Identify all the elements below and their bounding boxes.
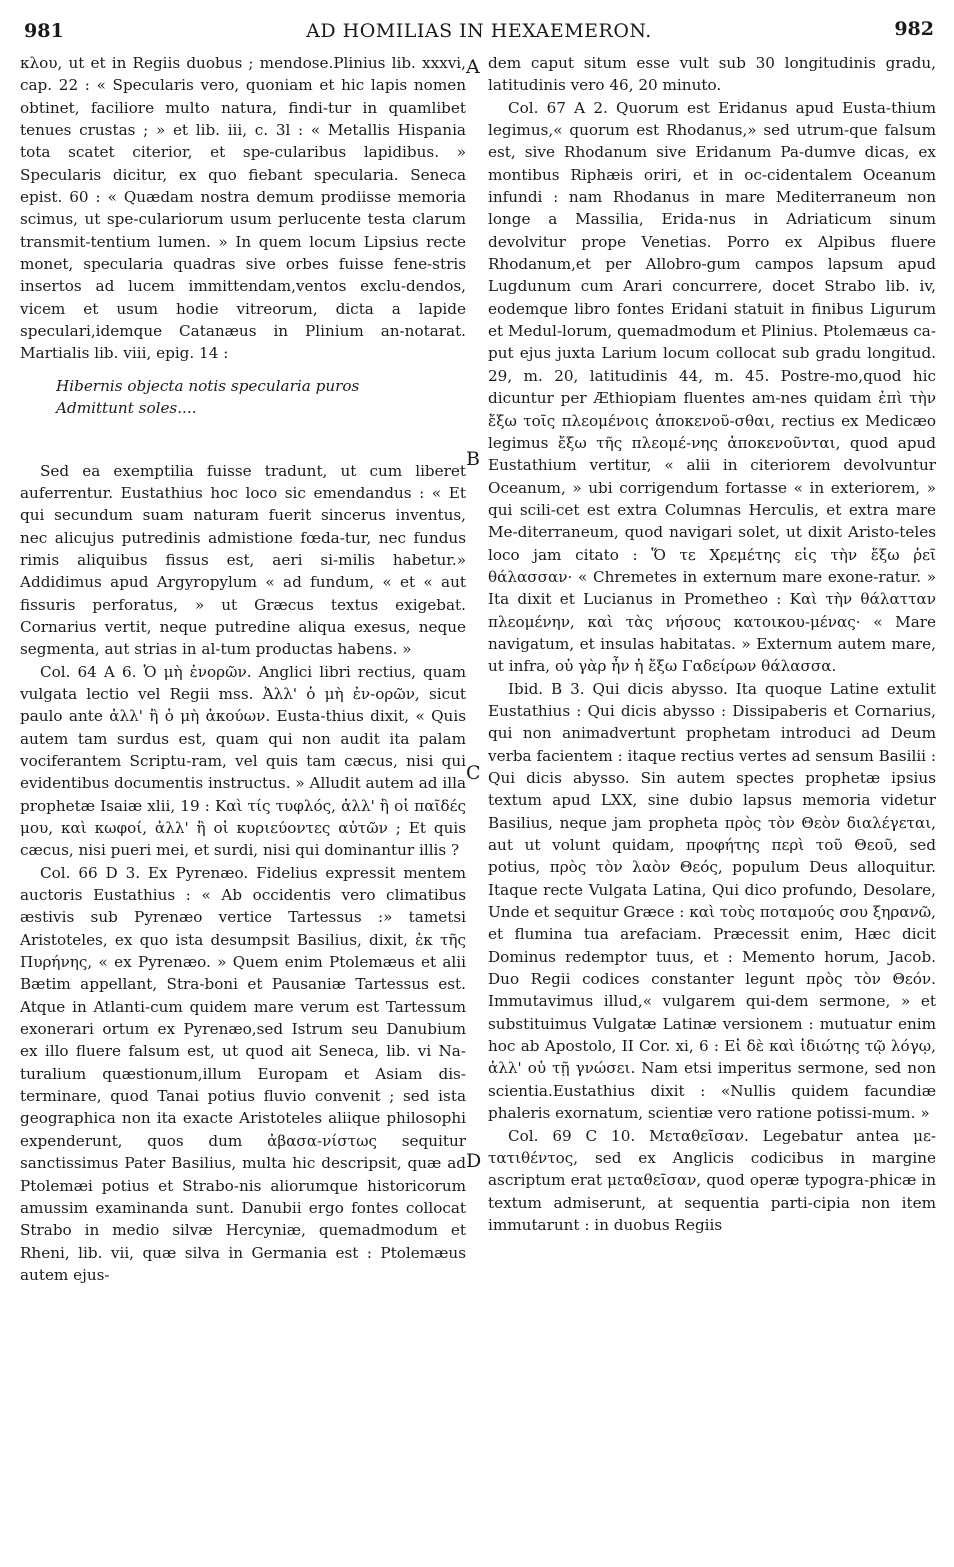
paragraph: Col. 66 D 3. Ex Pyrenæo. Fidelius expressit mentem auctoris Eustathius : « Ab occidentis vero climatibus æstivis sub Pyrenæo vertice Tartessus :» tametsi Aristoteles, ex quo ista desumpsit Basilius, dixit, ἐκ τῆς Πυρήνης, « ex Pyrenæo. » Quem enim Ptolemæus et alii Bætim appellant, Stra-boni et Pausaniæ Tartessus est. Atque in Atlanti-cum quidem mare verum est Tartessum exonerari ortum ex Pyrenæo,sed Istrum seu Danubium ex illo fluere falsum est, ut quod ait Seneca, lib. vi Na-turalium quæstionum,illum Europam et Asiam dis-terminare, quod Tanai potius fluvio convenit ; sed ista geographica non ita exacte Aristoteles aliique philosophi expenderunt, quos dum ἀβασα-νίστως sequitur sanctissimus Pater Basilius, multa hic descripsit, quæ ad Ptolemæi potius et Strabo-nis aliorumque historicorum amussim examinanda sunt. Danubii ergo fontes collocat Strabo in medio silvæ Hercyniæ, quemadmodum et Rheni, lib. vii, quæ silva in Germania est : Ptolemæus autem ejus- xyxy=(20,863,466,1284)
margin-marker-d: D xyxy=(466,1150,482,1172)
page-number-left: 981 xyxy=(24,20,64,42)
right-column xyxy=(488,52,936,1236)
paragraph: Sed ea exemptilia fuisse tradunt, ut cum liberet auferrentur. Eustathius hoc loco sic emendandus : « Et qui secundum suam naturam fuerit sincerus inventus, nec alicujus putredinis admistione fœda-tur, nec fundus rimis aliquibus fissus est, aeri si-milis habetur.» Addidimus apud Argyropylum « ad fundum, « et « aut fissuris perforatus, » ut Græcus textus exigebat. Cornarius vertit, neque putredine aliqua exesus, neque segmenta, aut strias in al-tum productas habens. » xyxy=(20,461,466,659)
running-title: AD HOMILIAS IN HEXAEMERON. xyxy=(306,20,652,42)
page-header xyxy=(24,14,934,48)
left-column xyxy=(20,52,466,1286)
margin-marker-b: B xyxy=(466,448,480,470)
verse-line: Admittunt soles.... xyxy=(56,399,197,418)
spacer xyxy=(20,434,466,460)
page-number-right: 982 xyxy=(894,18,934,40)
paragraph: Col. 67 A 2. Quorum est Eridanus apud Eusta-thium legimus,« quorum est Rhodanus,» sed utrum-que falsum est, sive Rhodanum sive Eridanum Pa-dumve dicas, ex montibus Riphæis oriri, et in oc-cidentalem Oceanum infundi : nam Rhodanus in mare Mediterraneum non longe a Massilia, Erida-nus in Adriaticum sinum devolvitur prope Venetias. Porro ex Alpibus fluere Rhodanum,et per Allobro-gum campos lapsum apud Lugdunum cum Arari concurrere, docet Strabo lib. iv, eodemque libro fontes Eridani statuit in finibus Ligurum et Medul-lorum, quemadmodum et Plinius. Ptolemæus ca-put ejus juxta Larium locum collocat sub gradu longitud. 29, m. 20, latitudinis 44, m. 45. Postre-mo,quod hic dicuntur per Æthiopiam fluentes am-nes quidam ἐπὶ τὴν ἔξω τοῖς πλεομένοις ἀποκενοῦ-σθαι, rectius ex Medicæo legimus ἔξω τῆς πλεομέ-νης ἀποκενοῦνται, quod apud Eustathium vertitur, « alii in citeriorem devolvuntur Oceanum, » ubi corrigendum fortasse « in exteriorem, » qui scili-cet est extra Columnas Herculis, et extra mare Me-diterraneum, quod navigari solet, ut dixit Aristo-teles loco jam citato : Ὅ τε Χρεμέτης εἰς τὴν ἔξω ῥεῖ θάλασσαν· « Chremetes in externum mare exone-ratur. » Ita dixit et Lucianus in Prometheo : Καὶ τὴν θάλατταν πλεομένην, καὶ τὰς νήσους κατοικου-μένας· « Mare navigatum, et insulas habitatas. » Externum autem mare, ut infra, οὐ γὰρ ἦν ἡ ἔξω Γαδείρων θάλασσα. xyxy=(488,98,936,676)
margin-marker-c: C xyxy=(466,762,481,784)
paragraph: κλου, ut et in Regiis duobus ; mendose.Plinius lib. xxxvi, cap. 22 : « Specularis vero, quoniam et hic lapis nomen obtinet, faciliore multo natura, findi-tur in quamlibet tenues crustas ; » et lib. iii, c. 3l : « Metallis Hispania tota scatet citerior, et spe-cularibus lapidibus. » Specularis dicitur, ex quo fiebant specularia. Seneca epist. 60 : « Quædam nostra demum prodiisse memoria scimus, ut spe-culariorum usum perlucente testa clarum transmit-tentium lumen. » In quem locum Lipsius recte monet, specularia quadras sive orbes fuisse fene-stris insertos ad lucem immittendam,ventos exclu-dendos, vicem et usum hodie vitreorum, dicta a lapide speculari,idemque Catanæus in Plinium an-notarat. Martialis lib. viii, epig. 14 : xyxy=(20,54,466,363)
paragraph: dem caput situm esse vult sub 30 longitudinis gradu, latitudinis vero 46, 20 minuto. xyxy=(488,54,936,95)
margin-marker-a: A xyxy=(466,56,480,78)
paragraph: Col. 69 C 10. Μεταθεῖσαν. Legebatur antea με-τατιθέντος, sed ex Anglicis codicibus in margine ascriptum erat μεταθεῖσαν, quod operæ typogra-phicæ in textum admiserunt, at sequentia parti-cipia non item immutarunt : in duobus Regiis xyxy=(488,1126,936,1234)
paragraph: Col. 64 A 6. Ὁ μὴ ἐνορῶν. Anglici libri rectius, quam vulgata lectio vel Regii mss. Ἀλλ' ὁ μὴ ἐν-ορῶν, sicut paulo ante ἀλλ' ἢ ὁ μὴ ἀκούων. Eusta-thius dixit, « Quis autem tam surdus est, quam qui non audit ita palam vociferantem Scriptu-ram, vel quis tam cæcus, nisi qui evidentibus documentis instructus. » Alludit autem ad illa prophetæ Isaiæ xlii, 19 : Καὶ τίς τυφλός, ἀλλ' ἢ οἱ παῖδές μου, καὶ κωφοί, ἀλλ' ἢ οἱ κυριεύοντες αὐτῶν ; Et quis cæcus, nisi pueri mei, et surdi, nisi qui dominantur illis ? xyxy=(20,662,466,860)
verse-quote xyxy=(20,375,466,420)
verse-line: Hibernis objecta notis specularia puros xyxy=(56,376,360,395)
paragraph: Ibid. B 3. Qui dicis abysso. Ita quoque Latine extulit Eustathius : Qui dicis abysso : Dissipaberis et Cornarius, qui non animadvertunt prophetam introduci ad Deum verba facientem : itaque rectius vertes ad sensum Basilii : Qui dicis abysso. Sin autem spectes prophetæ ipsius textum apud LXX, sine dubio lapsus memoria videtur Basilius, neque jam propheta πρὸς τὸν Θεὸν διαλέγεται, aut ut volunt quidam, προφήτης περὶ τοῦ Θεοῦ, sed potius, πρὸς τὸν λαὸν Θεός, populum Deus alloquitur. Itaque recte Vulgata Latina, Qui dico profundo, Desolare, Unde et sequitur Græce : καὶ τοὺς ποταμούς σου ξηρανῶ, et flumina tua arefaciam. Præcessit enim, Hæc dicit Dominus redemptor tuus, et : Memento horum, Jacob. Duo Regii codices constanter legunt πρὸς τὸν Θεόν. Immutavimus illud,« vulgarem qui-dem sermone, » et substituimus Vulgatæ Latinæ versionem : mutuatur enim hoc ab Apostolo, II Cor. xi, 6 : Εἰ δὲ καὶ ἰδιώτης τῷ λόγῳ, ἀλλ' οὐ τῇ γνώσει. Nam etsi imperitus sermone, sed non scientia.Eustathius dixit : «Nullis quidem facundiæ phaleris exornatum, scientiæ vero ratione potissi-mum. » xyxy=(488,679,936,1123)
